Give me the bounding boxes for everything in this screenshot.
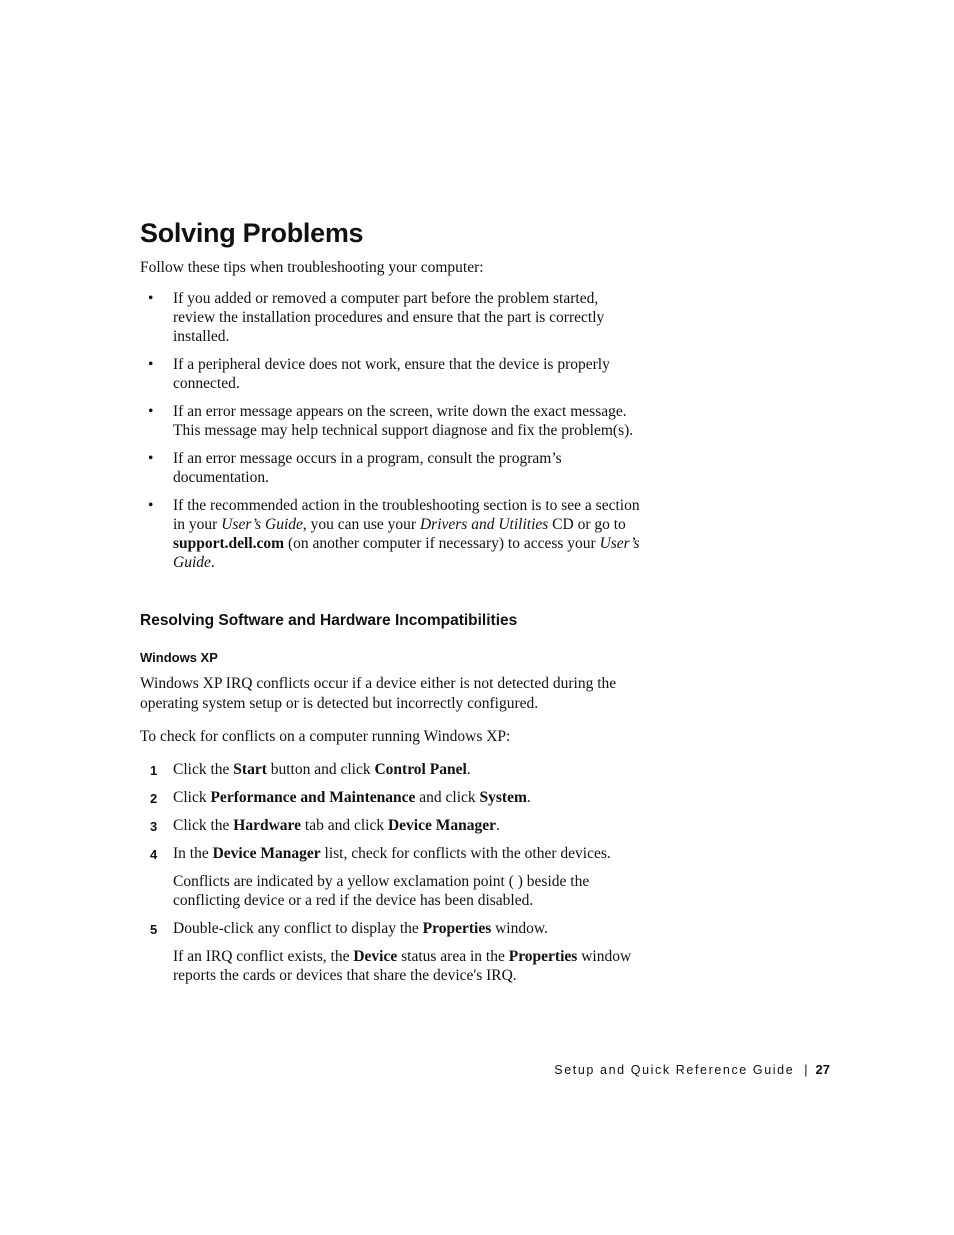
- step-number: 5: [150, 922, 158, 937]
- tip-text: If a peripheral device does not work, ensure that the device is properly connected.: [173, 356, 610, 392]
- tips-list: [140, 289, 640, 581]
- properties-label: Properties: [508, 948, 578, 965]
- tip-text-part: .: [210, 554, 215, 571]
- users-guide-title: User’s Guide: [221, 516, 303, 533]
- check-paragraph: To check for conflicts on a computer running Windows XP:: [140, 728, 511, 745]
- page-number: 27: [815, 1062, 830, 1077]
- intro-text: Follow these tips when troubleshooting your computer:: [140, 259, 484, 276]
- footer-separator: |: [804, 1063, 808, 1077]
- step-note-part: If an IRQ conflict exists, the: [173, 948, 354, 965]
- step-number: 1: [150, 763, 158, 778]
- bullet-icon: •: [148, 497, 154, 514]
- list-item: [140, 449, 640, 487]
- step-item: [140, 760, 640, 779]
- hardware-label: Hardware: [233, 817, 302, 834]
- step-item: [140, 919, 640, 985]
- step-text-part: Click the: [173, 817, 234, 834]
- step-text: [173, 817, 500, 834]
- tip-text-part: , you can use your: [302, 516, 420, 533]
- step-text: [173, 845, 611, 862]
- tip-text: If an error message occurs in a program, consult the program’s documentation.: [173, 450, 562, 486]
- step-text-part: button and click: [266, 761, 375, 778]
- step-note: [173, 947, 640, 985]
- properties-label: Properties: [422, 920, 492, 937]
- tip-text-part: If the recommended action in the troubleshooting section is to see a section in your: [173, 497, 640, 533]
- step-note-part: window reports the cards or devices that share the device's IRQ.: [173, 948, 632, 984]
- bullet-icon: •: [148, 450, 154, 467]
- step-item: [140, 788, 640, 807]
- list-item: [140, 496, 640, 572]
- list-item: [140, 402, 640, 440]
- tip-text: [173, 497, 640, 571]
- tip-text-part: (on another computer if necessary) to access your: [284, 535, 600, 552]
- step-text-part: Click the: [173, 761, 234, 778]
- step-text-part: window.: [491, 920, 548, 937]
- device-manager-label: Device Manager: [387, 817, 496, 834]
- page-title: Solving Problems: [140, 218, 364, 248]
- tip-text-part: CD or go to: [548, 516, 626, 533]
- tip-text: If an error message appears on the screen, write down the exact message. This message may help technical support diagnose and fix the problem(s).: [173, 403, 634, 439]
- device-manager-label: Device Manager: [212, 845, 321, 862]
- support-link[interactable]: support.dell.com: [173, 535, 285, 552]
- step-text-part: .: [526, 789, 531, 806]
- bullet-icon: •: [148, 403, 154, 420]
- step-text-part: .: [496, 817, 500, 834]
- step-number: 2: [150, 791, 158, 806]
- step-item: [140, 816, 640, 835]
- drivers-utilities-title: Drivers and Utilities: [419, 516, 549, 533]
- step-text-part: and click: [415, 789, 480, 806]
- control-panel-label: Control Panel: [374, 761, 467, 778]
- step-text-part: tab and click: [301, 817, 388, 834]
- step-note-part: status area in the: [397, 948, 509, 965]
- step-text-part: In the: [173, 845, 213, 862]
- system-label: System: [479, 789, 527, 806]
- step-item: [140, 844, 640, 910]
- step-text-part: .: [466, 761, 471, 778]
- step-number: 4: [150, 847, 158, 862]
- step-text: [173, 920, 548, 937]
- list-item: [140, 289, 640, 346]
- step-text-part: Click: [173, 789, 211, 806]
- bullet-icon: •: [148, 290, 154, 307]
- step-text-part: list, check for conflicts with the other devices.: [320, 845, 611, 862]
- users-guide-title: User’s Guide: [173, 535, 640, 571]
- step-text-part: Double-click any conflict to display the: [173, 920, 423, 937]
- section-heading: Resolving Software and Hardware Incompatibilities: [140, 612, 518, 629]
- step-number: 3: [150, 819, 158, 834]
- start-label: Start: [233, 761, 267, 778]
- footer-guide-title: Setup and Quick Reference Guide: [554, 1063, 795, 1077]
- steps-list: [140, 760, 640, 994]
- subsection-heading: Windows XP: [140, 650, 218, 665]
- step-text: [173, 789, 531, 806]
- page-footer: [554, 1061, 830, 1079]
- tip-text: If you added or removed a computer part before the problem started, review the installation procedures and ensure that the part is correctly installed.: [173, 290, 605, 345]
- step-text: [173, 761, 471, 778]
- device-label: Device: [353, 948, 398, 965]
- list-item: [140, 355, 640, 393]
- irq-paragraph: Windows XP IRQ conflicts occur if a device either is not detected during the operating system setup or is detected but incorrectly configured.: [140, 675, 617, 712]
- performance-maintenance-label: Performance and Maintenance: [210, 789, 416, 806]
- bullet-icon: •: [148, 356, 154, 373]
- step-note: Conflicts are indicated by a yellow exclamation point ( ) beside the conflicting device or a red if the device has been disabled.: [173, 873, 590, 909]
